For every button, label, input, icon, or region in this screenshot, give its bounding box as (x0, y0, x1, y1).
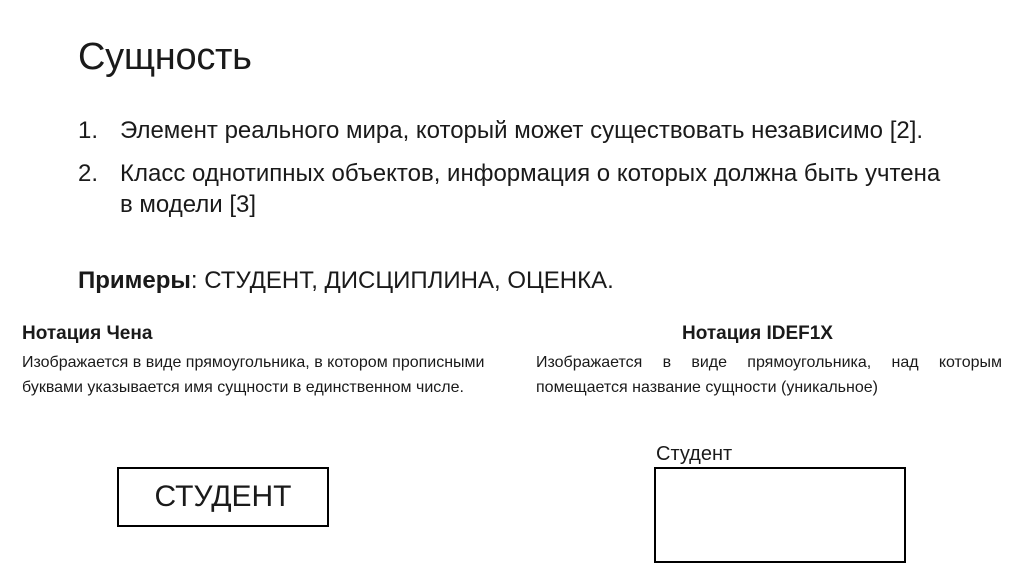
chen-entity-box (117, 467, 329, 527)
examples-separator: : (190, 267, 198, 294)
chen-notation-description: Изображается в виде прямоугольника, в котором прописными буквами указывается имя сущности в единственном числе. (22, 354, 485, 396)
definitions-list (78, 115, 958, 232)
examples-label: Примеры (78, 267, 191, 294)
examples-text: СТУДЕНТ, ДИСЦИПЛИНА, ОЦЕНКА. (197, 267, 614, 294)
idef1x-entity-box (654, 467, 906, 563)
idef1x-notation-description: Изображается в виде прямоугольника, над которым помещается название сущности (уникальное) (536, 354, 1002, 396)
chen-entity-name: СТУДЕНТ (154, 480, 292, 513)
slide-title: Сущность (78, 36, 252, 78)
definition-text: Элемент реального мира, который может существовать независимо [2]. (120, 117, 924, 144)
definition-item (78, 115, 958, 146)
definition-item (78, 158, 958, 220)
definition-number: 2. (78, 160, 99, 187)
idef1x-entity-name: Студент (656, 443, 733, 465)
chen-notation-title: Нотация Чена (22, 323, 153, 344)
idef1x-notation-title: Нотация IDEF1X (682, 323, 833, 344)
definition-number: 1. (78, 117, 99, 144)
definition-text: Класс однотипных объектов, информация о которых должна быть учтена в модели [3] (120, 160, 941, 218)
examples-line (78, 265, 614, 296)
